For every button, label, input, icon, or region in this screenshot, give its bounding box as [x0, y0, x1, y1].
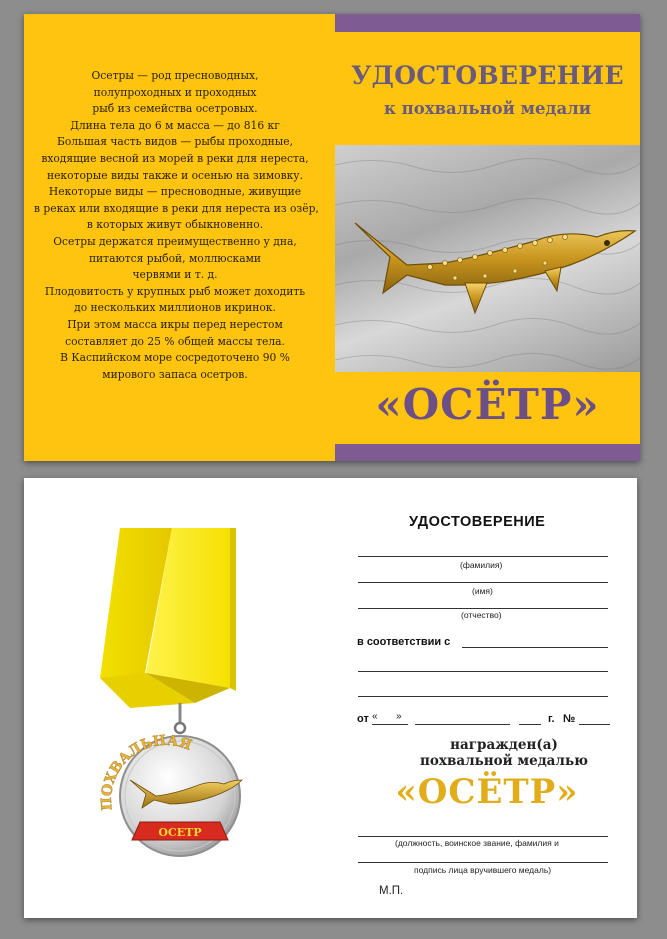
cover-medal-name: «ОСЁТР»	[375, 380, 600, 429]
year-label: г.	[548, 713, 555, 725]
number-line[interactable]	[579, 724, 610, 725]
awarded-text	[384, 737, 624, 769]
description-line: рыб из семейства осетровых.	[92, 102, 258, 116]
description-line: Плодовитость у крупных рыб может доходить	[44, 284, 306, 298]
description-line: питаются рыбой, моллюсками	[88, 251, 262, 265]
description-line: В Каспийском море сосредоточено 90 %	[60, 351, 290, 365]
description-line: Длина тела до 6 м масса — до 816 кг	[70, 118, 280, 132]
awarded-line-1: награжден(а)	[450, 737, 558, 753]
description-line: до нескольких миллионов икринок.	[74, 301, 276, 315]
signature-line[interactable]	[358, 862, 608, 863]
number-label: №	[563, 713, 576, 725]
description-line: в реках или входящие в реки для нереста из озёр,	[34, 201, 319, 215]
description-line: некоторые виды также и осенью на зимовку.	[46, 168, 303, 182]
name-caption: (имя)	[472, 586, 493, 596]
description-line: составляет до 25 % общей массы тела.	[65, 334, 285, 348]
patronymic-line[interactable]	[358, 608, 608, 609]
surname-caption: (фамилия)	[460, 560, 503, 570]
according-label: в соответствии с	[357, 636, 451, 648]
date-from-label: от	[357, 713, 369, 725]
position-caption: (должность, воинское звание, фамилия и	[395, 838, 559, 848]
cover-subtitle: к похвальной медали	[383, 99, 592, 118]
description-line: Большая часть видов — рыбы проходные,	[56, 135, 294, 149]
according-line-3[interactable]	[358, 696, 608, 697]
form-medal-name: «ОСЁТР»	[395, 772, 579, 812]
form-title: УДОСТОВЕРЕНИЕ	[409, 514, 546, 530]
patronymic-caption: (отчество)	[461, 610, 502, 620]
certificate-cover	[24, 14, 640, 461]
description-line: червями и т. д.	[132, 268, 218, 282]
sturgeon-photo	[335, 145, 640, 372]
cover-title: УДОСТОВЕРЕНИЕ	[351, 61, 624, 90]
day-line[interactable]	[372, 724, 408, 725]
description-line: мирового запаса осетров.	[102, 367, 248, 381]
description-text	[34, 68, 319, 383]
sturgeon-fish-icon	[335, 145, 640, 372]
description-line: Осетры держатся преимущественно у дна,	[53, 234, 297, 248]
year-line[interactable]	[519, 724, 541, 725]
month-line[interactable]	[415, 724, 510, 725]
signature-caption: подпись лица вручившего медаль)	[414, 865, 552, 875]
medal-icon	[60, 528, 270, 858]
quote-close: »	[396, 711, 402, 722]
description-line: полупроходных и проходных	[93, 85, 257, 99]
awarded-line-2: похвальной медалью	[420, 753, 588, 769]
surname-line[interactable]	[358, 556, 608, 557]
description-line: При этом масса икры перед нерестом	[67, 317, 283, 331]
certificate-form	[24, 478, 637, 918]
quote-open: «	[372, 711, 378, 722]
purple-band-top	[335, 14, 640, 32]
description-line: Осетры — род пресноводных,	[91, 69, 259, 82]
description-line: в которых живут обыкновенно.	[86, 218, 264, 232]
medal-ribbon-text: ОСЕТР	[158, 826, 202, 839]
medal-arc-text: ПОХВАЛЬНАЯ	[98, 732, 194, 811]
according-line-2[interactable]	[358, 671, 608, 672]
position-line[interactable]	[358, 836, 608, 837]
description-line: Некоторые виды — пресноводные, живущие	[48, 185, 302, 199]
name-line[interactable]	[358, 582, 608, 583]
description-line: входящие весной из морей в реки для нереста,	[41, 151, 309, 165]
stamp-label: М.П.	[379, 885, 404, 897]
according-line[interactable]	[462, 647, 608, 648]
purple-band-bottom	[335, 444, 640, 461]
